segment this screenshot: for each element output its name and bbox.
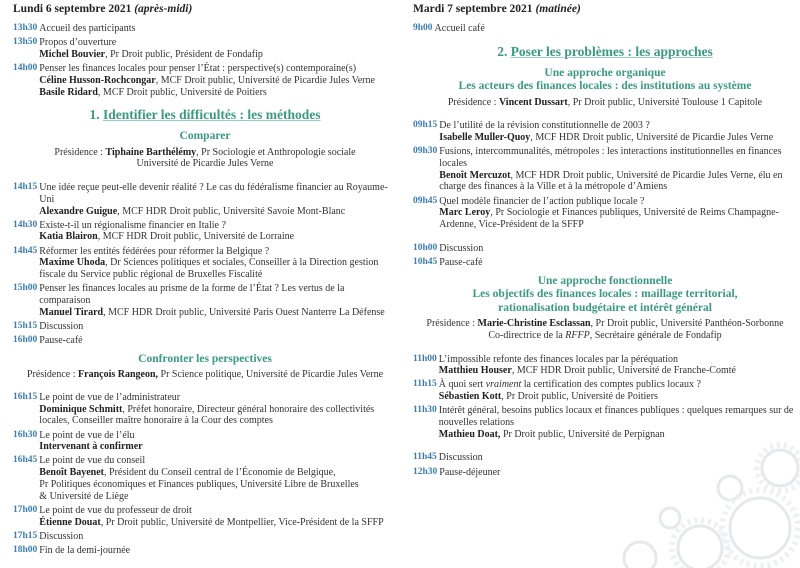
chair-line bbox=[13, 369, 397, 381]
schedule-item bbox=[13, 246, 397, 281]
speaker-line: Pr Politiques économiques et Finances publiques, Université Libre de Bruxelles bbox=[39, 478, 359, 490]
time-label: 18h00 bbox=[13, 544, 38, 555]
talk-title: Pause-déjeuner bbox=[439, 466, 501, 478]
speaker-affiliation: , Pr Sociologie et Finances publiques, Université de Reims Champagne-Ardenne, Vice-Président de la SFFP bbox=[439, 207, 779, 231]
chair-name: Tiphaine Barthélémy bbox=[105, 146, 197, 158]
speaker-affiliation: , MCF HDR Droit public, Université de Picardie Jules Verne bbox=[530, 132, 774, 144]
speaker-affiliation: , Pr Droit public, Université de Montpellier, Vice-Président de la SFFP bbox=[100, 516, 384, 528]
speaker-name: Sébastien Kott bbox=[438, 391, 502, 403]
chair-line bbox=[413, 318, 797, 330]
talk-title-part: À quoi sert bbox=[438, 379, 486, 391]
speaker-affiliation: , MCF HDR Droit public, Université de Picardie Jules Verne, élu en charge des finances à la Ville et à la métropole d’Amiens bbox=[439, 169, 783, 193]
chair-affiliation: , Pr Sociologie et Anthropologie sociale bbox=[196, 146, 356, 158]
schedule-item bbox=[413, 120, 797, 143]
talk-title: Discussion bbox=[438, 452, 483, 464]
time-label: 14h00 bbox=[13, 63, 38, 74]
item-body bbox=[439, 120, 797, 143]
speaker-name: Céline Husson-Rochcongar bbox=[39, 74, 156, 86]
schedule-item bbox=[13, 455, 397, 502]
section-number: 2. bbox=[497, 43, 511, 59]
talk-title: Accueil café bbox=[434, 23, 485, 34]
section-heading bbox=[413, 44, 797, 60]
talk-title: Fusions, intercommunalités, métropoles : les interactions institutionnelles en finances locales bbox=[439, 146, 782, 170]
schedule-item bbox=[13, 321, 397, 333]
time-label: 11h00 bbox=[413, 353, 437, 364]
speaker-name: Benoît Mercuzot bbox=[439, 169, 511, 181]
speaker-affiliation: , MCF HDR Droit public, Université Savoie Mont-Blanc bbox=[117, 205, 346, 217]
schedule-item bbox=[13, 335, 397, 347]
talk-title: Penser les finances locales au prisme de la forme de l’État ? Les vertus de la comparaison bbox=[39, 283, 345, 306]
subsection-heading-line: Confronter les perspectives bbox=[138, 352, 272, 365]
talk-title: Propos d’ouverture bbox=[39, 37, 117, 49]
time-label: 12h30 bbox=[413, 466, 438, 477]
speaker-line bbox=[439, 365, 797, 377]
item-body bbox=[39, 545, 397, 557]
talk-title: Le point de vue de l’administrateur bbox=[39, 391, 181, 403]
speaker-line bbox=[439, 132, 797, 144]
schedule-item bbox=[413, 196, 797, 231]
speaker-name: Manuel Tirard bbox=[39, 306, 104, 318]
speaker-name: Marc Leroy bbox=[439, 207, 491, 219]
speaker-name: Michel Bouvier bbox=[39, 48, 106, 60]
speaker-name: Basile Ridard bbox=[39, 86, 98, 98]
time-label: 9h00 bbox=[413, 23, 433, 33]
item-body bbox=[39, 63, 397, 98]
schedule-item bbox=[413, 23, 797, 35]
talk-title: Existe-t-il un régionalisme financier en Italie ? bbox=[39, 219, 226, 231]
session-chair bbox=[413, 97, 797, 109]
speaker-affiliation: , MCF HDR Droit public, Université de Franche-Comté bbox=[511, 365, 736, 377]
time-label: 14h45 bbox=[13, 245, 38, 256]
session-chair bbox=[413, 318, 797, 341]
schedule-item bbox=[13, 220, 397, 243]
time-label: 16h45 bbox=[13, 455, 38, 466]
subsection-heading bbox=[413, 275, 797, 316]
chair-extra-part: Co-directrice de la bbox=[488, 329, 566, 341]
speaker-affiliation: , MCF Droit public, Université de Poitiers bbox=[97, 86, 267, 98]
time-label: 09h15 bbox=[413, 120, 438, 131]
speaker-affiliation: , Pr Droit public, Université de Poitiers bbox=[501, 391, 658, 403]
item-body bbox=[39, 37, 397, 60]
day2-column bbox=[413, 3, 797, 478]
day1-column bbox=[13, 3, 397, 557]
talk-title: Penser les finances locales pour penser l’État : perspective(s) contemporaine(s) bbox=[39, 63, 357, 75]
time-label: 11h15 bbox=[413, 379, 437, 390]
speaker-name: Matthieu Houser bbox=[438, 365, 512, 377]
section-title: Poser les problèmes : les approches bbox=[510, 43, 713, 59]
time-label: 16h30 bbox=[13, 429, 38, 440]
speaker-line bbox=[439, 207, 797, 230]
schedule-item bbox=[413, 354, 797, 377]
item-body bbox=[439, 196, 797, 231]
schedule-item bbox=[413, 379, 797, 402]
day-title: Lundi 6 septembre 2021 (après-midi) bbox=[13, 3, 193, 15]
talk-title: Le point de vue de l’élu bbox=[39, 429, 135, 441]
subsection-heading-line: Comparer bbox=[179, 130, 231, 143]
speaker-name: Étienne Douat bbox=[39, 516, 101, 528]
item-body bbox=[39, 321, 397, 333]
time-label: 13h50 bbox=[13, 37, 38, 48]
chair-name: Marie-Christine Esclassan bbox=[477, 318, 591, 330]
chair-affiliation: , Pr Droit public, Université Toulouse 1 Capitole bbox=[567, 96, 763, 108]
speaker-name: Benoît Bayenet bbox=[39, 467, 105, 479]
schedule-item bbox=[13, 283, 397, 318]
section-number: 1. bbox=[89, 107, 103, 123]
session-chair bbox=[13, 369, 397, 381]
chair-name: Vincent Dussart bbox=[498, 96, 568, 108]
speaker-line bbox=[39, 404, 397, 427]
talk-title: L’impossible refonte des finances locales par la péréquation bbox=[438, 353, 679, 365]
time-label: 15h00 bbox=[13, 283, 38, 294]
talk-title: Accueil des participants bbox=[39, 23, 136, 34]
chair-label: Présidence : bbox=[447, 96, 499, 108]
chair-affiliation: , Pr Droit public, Université Panthéon-Sorbonne bbox=[590, 318, 784, 330]
schedule-item bbox=[413, 257, 797, 269]
item-body bbox=[39, 531, 397, 543]
speaker-name: Katia Blairon bbox=[39, 231, 98, 243]
item-body bbox=[435, 23, 797, 35]
subsection-heading-line: Les objectifs des finances locales : maillage territorial, bbox=[472, 288, 738, 301]
journal-name: RFFP bbox=[565, 329, 590, 341]
schedule-item bbox=[13, 392, 397, 427]
speaker-name: Isabelle Muller-Quoy bbox=[439, 132, 531, 144]
speaker-line bbox=[439, 170, 797, 193]
talk-title: Le point de vue du professeur de droit bbox=[39, 504, 192, 516]
schedule-item bbox=[13, 37, 397, 60]
item-body bbox=[39, 455, 397, 502]
subsection-heading bbox=[13, 130, 397, 144]
session-chair bbox=[13, 147, 397, 170]
chair-line bbox=[13, 147, 397, 159]
time-label: 10h00 bbox=[413, 242, 438, 253]
item-body bbox=[439, 354, 797, 377]
speaker-line bbox=[39, 441, 397, 453]
gears-decoration bbox=[560, 428, 800, 568]
subsection-heading-line: Une approche fonctionnelle bbox=[537, 274, 673, 287]
item-body bbox=[39, 220, 397, 243]
item-body bbox=[39, 505, 397, 528]
speaker-line bbox=[39, 49, 397, 61]
chair-line-extra bbox=[413, 330, 797, 342]
talk-title-emphasis: vraiment bbox=[485, 379, 522, 391]
item-body bbox=[439, 257, 797, 269]
day-title: Mardi 7 septembre 2021 (matinée) bbox=[413, 3, 581, 15]
schedule-item bbox=[13, 505, 397, 528]
speaker-affiliation: , MCF Droit public, Université de Picardie Jules Verne bbox=[155, 74, 375, 86]
speaker-line: & Université de Liège bbox=[39, 490, 129, 502]
speaker-line bbox=[39, 307, 397, 319]
chair-line-extra: Université de Picardie Jules Verne bbox=[136, 158, 274, 170]
time-label: 16h15 bbox=[13, 391, 38, 402]
schedule-item bbox=[13, 63, 397, 98]
time-label: 09h45 bbox=[413, 195, 438, 206]
time-label: 11h45 bbox=[413, 452, 437, 463]
schedule-item bbox=[413, 243, 797, 255]
section-heading bbox=[13, 107, 397, 123]
speaker-affiliation: , Pr Droit public, Président de Fondafip bbox=[105, 48, 263, 60]
section-title: Identifier les difficultés : les méthodes bbox=[102, 107, 321, 123]
schedule-item bbox=[13, 531, 397, 543]
chair-affiliation: Pr Science politique, Université de Picardie Jules Verne bbox=[158, 369, 384, 381]
speaker-affiliation: , Préfet honoraire, Directeur général honoraire des collectivités locales, Conseiller maître honoraire à la Cour des comptes bbox=[39, 403, 375, 427]
subsection-heading-line: Une approche organique bbox=[544, 66, 666, 79]
talk-title: Quel modèle financier de l’action publique locale ? bbox=[439, 195, 645, 207]
time-label: 13h30 bbox=[13, 23, 38, 33]
talk-title: Une idée reçue peut-elle devenir réalité ? Le cas du fédéralisme financier au Royaume-Uni bbox=[39, 182, 388, 205]
talk-title: Discussion bbox=[39, 530, 84, 542]
time-label: 17h00 bbox=[13, 504, 38, 515]
chair-extra-part: , Secrétaire générale de Fondafip bbox=[589, 329, 722, 341]
speaker-line bbox=[39, 206, 397, 218]
item-body bbox=[439, 243, 797, 255]
speaker-line bbox=[39, 467, 397, 479]
talk-title: Réformer les entités fédérées pour réformer la Belgique ? bbox=[39, 245, 270, 257]
speaker-affiliation: , Président du Conseil central de l’Économie de Belgique, bbox=[104, 467, 336, 479]
time-label: 10h45 bbox=[413, 256, 438, 267]
speaker-name: Maxime Uhoda bbox=[39, 257, 106, 269]
speaker-affiliation: Pr Droit public, Université de Perpignan bbox=[500, 428, 665, 440]
talk-title: Discussion bbox=[439, 242, 484, 254]
chair-line bbox=[413, 97, 797, 109]
time-label: 11h30 bbox=[413, 405, 437, 416]
chair-label: Présidence : bbox=[54, 146, 106, 158]
talk-title-part: la certification des comptes publics locaux ? bbox=[521, 379, 701, 391]
item-body bbox=[39, 23, 397, 35]
speaker-affiliation: , MCF HDR Droit public, Université Paris Ouest Nanterre La Défense bbox=[103, 306, 385, 318]
time-label: 14h30 bbox=[13, 219, 38, 230]
speaker-line bbox=[39, 257, 397, 280]
time-label: 09h30 bbox=[413, 146, 438, 157]
schedule-item bbox=[13, 430, 397, 453]
chair-label: Présidence : bbox=[26, 369, 79, 381]
time-label: 17h15 bbox=[13, 530, 38, 541]
time-label: 16h00 bbox=[13, 335, 38, 346]
schedule-item bbox=[13, 23, 397, 35]
item-body bbox=[39, 430, 397, 453]
talk-title bbox=[439, 379, 797, 391]
talk-title: Le point de vue du conseil bbox=[39, 455, 146, 467]
item-body bbox=[439, 146, 797, 193]
talk-title: Pause-café bbox=[439, 256, 483, 268]
talk-title: Intérêt général, besoins publics locaux et finances publiques : quelques remarques sur de nouvelles relations bbox=[438, 405, 794, 429]
subsection-heading bbox=[413, 67, 797, 94]
speaker-line bbox=[39, 517, 397, 529]
chair-name: François Rangeon, bbox=[78, 369, 159, 381]
talk-title: Discussion bbox=[39, 320, 84, 332]
item-body bbox=[439, 379, 797, 402]
subsection-heading-line: Les acteurs des finances locales : des institutions au système bbox=[458, 80, 752, 93]
talk-title: De l’utilité de la révision constitutionnelle de 2003 ? bbox=[439, 120, 650, 132]
schedule-item bbox=[413, 146, 797, 193]
item-body bbox=[39, 246, 397, 281]
talk-title: Fin de la demi-journée bbox=[39, 544, 131, 556]
speaker-affiliation: , MCF HDR Droit public, Université de Lorraine bbox=[97, 231, 295, 243]
item-body bbox=[39, 182, 397, 217]
subsection-heading bbox=[13, 353, 397, 367]
speaker-line bbox=[39, 231, 397, 243]
item-body bbox=[39, 392, 397, 427]
schedule-item bbox=[13, 182, 397, 217]
item-body bbox=[39, 335, 397, 347]
speaker-name: Intervenant à confirmer bbox=[39, 441, 143, 453]
speaker-line bbox=[39, 75, 397, 87]
item-body bbox=[39, 283, 397, 318]
speaker-line bbox=[39, 87, 397, 99]
speaker-name: Alexandre Guigue bbox=[39, 205, 118, 217]
speaker-affiliation: , Dr Sciences politiques et sociales, Conseiller à la Direction gestion fiscale du Service public régional de Bruxelles Fiscalité bbox=[39, 257, 379, 281]
time-label: 14h15 bbox=[13, 182, 38, 193]
speaker-name: Mathieu Doat, bbox=[438, 428, 501, 440]
talk-title: Pause-café bbox=[39, 335, 83, 347]
speaker-line bbox=[439, 391, 797, 403]
schedule-item bbox=[13, 545, 397, 557]
subsection-heading-line: rationalisation budgétaire et intérêt général bbox=[498, 301, 712, 314]
chair-label: Présidence : bbox=[426, 318, 478, 330]
time-label: 15h15 bbox=[13, 320, 38, 331]
speaker-name: Dominique Schmitt bbox=[39, 403, 123, 415]
